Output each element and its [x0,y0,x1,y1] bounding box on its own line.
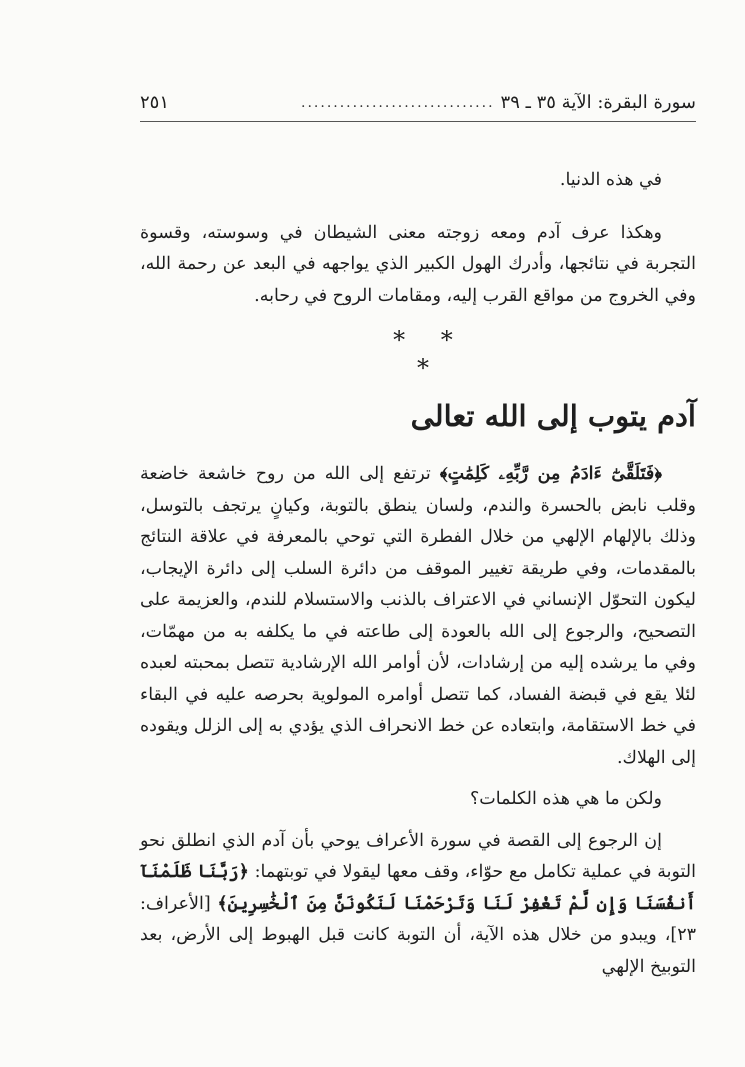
quran-verse-quote: ﴿رَبَّنَا ظَلَمْنَآ أَنفُسَنَا وَإِن لَّمْ تَغْفِرْ لَنَا وَتَرْحَمْنَا لَنَكُونَنَّ مِنَ ٱلْخَٰسِرِينَ﴾ [140,862,697,914]
paragraph-adam-knew: وهكذا عرف آدم ومعه زوجته معنى الشيطان في وسوسته، وقسوة التجربة في نتائجها، وأدرك الهول الكبير الذي يواجهه في البعد عن رحمة الله، وفي الخروج من مواقع القرب إليه، ومقامات الروح في رحابه. [140,222,696,306]
paragraph-text: ترتفع إلى الله من روح خاشعة خاضعة وقلب نابض بالحسرة والندم، ولسان ينطق بالتوبة، وكيانٍ يرتجف بالتوسل، وذلك بالإلهام الإلهي من خلال الفطرة التي توحي بالمعرفة في علاقة النتائج بالمقدمات، وفي طريقة تغيير الموقف من دائرة السلب إلى دائرة الإيجاب، ليكون التحوّل الإنساني في الاعتراف بالذنب والاستسلام للندم، والعزيمة على التصحيح، والرجوع إلى الله بالعودة إلى طاعته في ما يكلفه به من مهمّات، وفي ما يرشده إليه من إرشادات، لأن أوامر الله الإرشادية تتصل بمحبته لعبده لئلا يقع في قبضة الفساد، كما تتصل أوامره المولوية بحرصه عليه في البقاء في خط الاستقامة، وابتعاده عن خط الانحراف الذي يؤدي به إلى الزلل ويقوده إلى الهلاك. [140,464,696,768]
paragraph-al-araf [140,826,696,984]
section-separator-stars: * * * [393,326,467,382]
paragraph-received-words [140,459,696,774]
paragraph-text: [الأعراف: ٢٣]، ويبدو من خلال هذه الآية، أن التوبة كانت قبل الهبوط إلى الأرض، بعد التوبيخ الإلهي [140,893,696,977]
paragraph-end-prev: في هذه الدنيا. [559,170,662,190]
quran-verse-quote: ﴿فَتَلَقَّىٰٓ ءَادَمُ مِن رَّبِّهِۦ كَلِمَٰتٍ﴾ [439,464,662,484]
header-rule [140,121,696,122]
header-title: سورة البقرة: الآية ٣٥ ـ ٣٩ [500,92,696,113]
text-block-repentance [140,459,696,983]
section-heading: آدم يتوب إلى الله تعالى [410,399,696,433]
page-number: ٢٥١ [140,92,170,113]
text-block-intro [140,165,696,312]
header-leader-dots: .............................. [301,95,495,111]
running-header [140,88,696,118]
paragraph-text: إن الرجوع إلى القصة في سورة الأعراف يوحي بأن آدم الذي انطلق نحو التوبة في عملية تكامل مع حوّاء، وقف معها ليقولا في توبتهما: [140,830,697,882]
paragraph-question: ولكن ما هي هذه الكلمات؟ [470,789,662,809]
